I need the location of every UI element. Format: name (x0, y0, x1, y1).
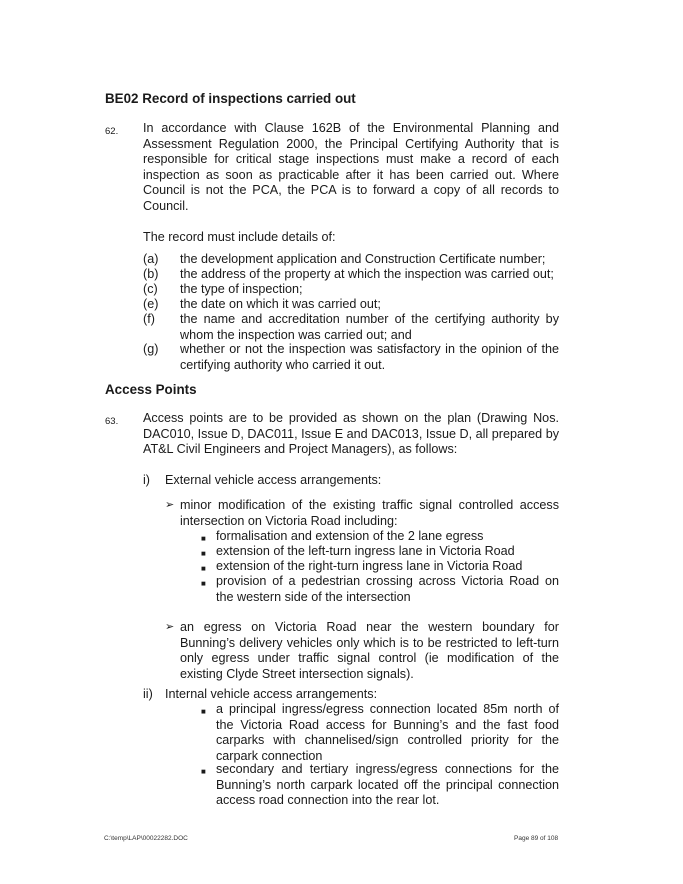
list-item-text: the date on which it was carried out; (180, 297, 381, 311)
list-item-label: (e) (143, 297, 159, 311)
square-bullet-icon: ■ (201, 579, 206, 588)
subsection-label-i: i) (143, 473, 150, 487)
clause-number-63: 63. (105, 416, 119, 427)
clause-62-paragraph: In accordance with Clause 162B of the Environmental Planning and Assessment Regulation 2000, the Principal Certifying Authority that is responsible for critical stage inspections must make a record of each inspection as soon as practicable after it has been carried out. Where Council is not the PCA, the PCA is to forward a copy of all records to Council. (143, 121, 559, 213)
section-heading-access-points: Access Points (105, 382, 197, 397)
list-item (143, 342, 559, 374)
arrow-item-text: minor modification of the existing traffic signal controlled access intersection on Victoria Road including: (180, 498, 559, 528)
arrow-bullet-icon: ➢ (165, 621, 175, 633)
clause-number-62: 62. (105, 126, 119, 137)
bullet-item-text: a principal ingress/egress connection located 85m north of the Victoria Road access for Bunning’s and the fast food carparks with channelised/sign controlled priority for the carpark connection (216, 702, 559, 763)
list-item (143, 252, 559, 268)
section-heading-be02: BE02 Record of inspections carried out (105, 91, 356, 106)
footer-page-number: Page 89 of 108 (514, 835, 559, 842)
bullet-item-text: secondary and tertiary ingress/egress connections for the Bunning’s north carpark located off the principal connection access road connection into the rear lot. (216, 762, 559, 807)
list-item (143, 282, 559, 298)
subsection-label-ii: ii) (143, 687, 153, 701)
list-item-text: the development application and Construction Certificate number; (180, 252, 546, 266)
list-item-text: the name and accreditation number of the certifying authority by whom the inspection was carried out; and (180, 312, 559, 342)
subsection-title-external: External vehicle access arrangements: (165, 473, 382, 487)
list-item-text: whether or not the inspection was satisfactory in the opinion of the certifying authority who carried it out. (180, 342, 559, 372)
square-bullet-icon: ■ (201, 549, 206, 558)
square-bullet-icon: ■ (201, 564, 206, 573)
square-bullet-icon: ■ (201, 534, 206, 543)
footer-file-path: C:\temp\LAP\00022282.DOC (104, 835, 188, 842)
arrow-bullet-icon: ➢ (165, 499, 175, 511)
bullet-item-text: extension of the left-turn ingress lane in Victoria Road (216, 544, 515, 558)
square-bullet-icon: ■ (201, 707, 206, 716)
list-item-text: the address of the property at which the inspection was carried out; (180, 267, 554, 281)
list-item-label: (c) (143, 282, 158, 296)
square-bullet-icon: ■ (201, 767, 206, 776)
list-item (143, 267, 559, 283)
bullet-item-text: extension of the right-turn ingress lane in Victoria Road (216, 559, 523, 573)
list-item-label: (a) (143, 252, 159, 266)
list-item-label: (f) (143, 312, 155, 326)
list-item (143, 312, 559, 344)
list-item (143, 297, 559, 313)
clause-63-paragraph: Access points are to be provided as shown on the plan (Drawing Nos. DAC010, Issue D, DAC011, Issue E and DAC013, Issue D, all prepared by AT&L Civil Engineers and Project Managers), as follows: (143, 411, 559, 456)
arrow-item-text: an egress on Victoria Road near the western boundary for Bunning’s delivery vehicles only which is to be restricted to left-turn only egress under traffic signal control (ie modification of the existing Clyde Street intersection signals). (180, 620, 559, 681)
bullet-item-text: formalisation and extension of the 2 lane egress (216, 529, 484, 543)
record-intro: The record must include details of: (143, 230, 336, 244)
bullet-item-text: provision of a pedestrian crossing across Victoria Road on the western side of the intersection (216, 574, 559, 604)
list-item-label: (g) (143, 342, 159, 356)
list-item-text: the type of inspection; (180, 282, 303, 296)
subsection-title-internal: Internal vehicle access arrangements: (165, 687, 378, 701)
list-item-label: (b) (143, 267, 159, 281)
